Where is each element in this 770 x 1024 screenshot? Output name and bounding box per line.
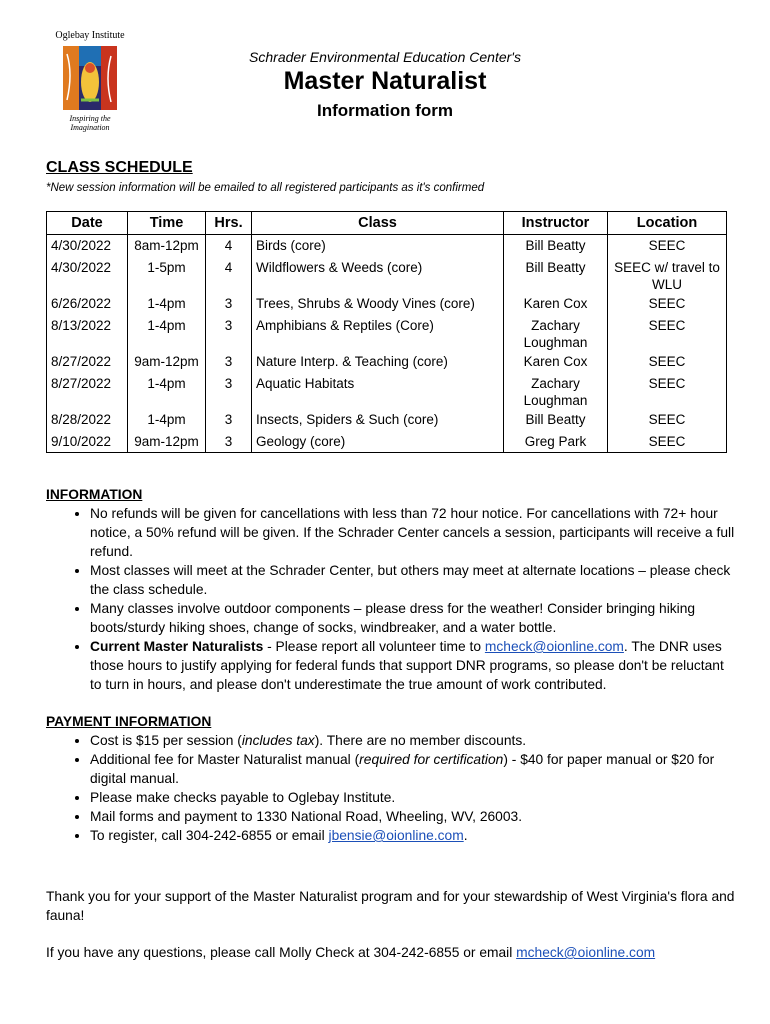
list-item [90,750,736,788]
cell-instructor: Bill Beatty [504,409,608,431]
cell-time: 8am-12pm [128,235,206,257]
checks-payable-text: Please make checks payable to Oglebay Institute. [90,790,396,805]
table-row [47,431,727,453]
cell-class: Wildflowers & Weeds (core) [252,257,504,293]
cell-location: SEEC w/ travel to WLU [608,257,727,293]
information-section [46,485,736,694]
table-row [47,373,727,409]
table-header-row [47,212,727,235]
list-item [90,807,736,826]
thank-you-paragraph [46,887,736,925]
information-heading: INFORMATION [46,487,143,502]
register-text-pre: To register, call 304-242-6855 or email [90,828,329,843]
list-item [90,637,736,694]
questions-paragraph [46,943,736,962]
cell-time: 9am-12pm [128,351,206,373]
register-email-link[interactable]: jbensie@oionline.com [328,828,464,843]
cell-location: SEEC [608,409,727,431]
cell-class: Insects, Spiders & Such (core) [252,409,504,431]
payment-heading: PAYMENT INFORMATION [46,714,212,729]
outdoor-note-text: Many classes involve outdoor components – please dress for the weather! Consider bringing hiking boots/sturdy hiking shoes, change of socks, windbreaker, and a water bottle. [90,601,696,635]
cost-text-pre: Cost is $15 per session ( [90,733,242,748]
column-header-location: Location [608,212,727,235]
table-row [47,257,727,293]
cell-time: 9am-12pm [128,431,206,453]
list-item [90,504,736,561]
form-name: Information form [317,101,453,120]
column-header-time: Time [128,212,206,235]
cell-time: 1-4pm [128,293,206,315]
volunteer-text-post: . The DNR uses those hours to justify applying for federal funds that support DNR programs, so please don't be reluctant to turn in hours, and please don't underestimate the true amount of work contributed. [90,639,724,692]
location-note-text: Most classes will meet at the Schrader Center, but others may meet at alternate locations – please check the class schedule. [90,563,731,597]
cell-hrs: 3 [206,351,252,373]
cell-location: SEEC [608,235,727,257]
column-header-hrs: Hrs. [206,212,252,235]
cell-location: SEEC [608,351,727,373]
cell-time: 1-4pm [128,315,206,351]
table-row [47,315,727,351]
cell-location: SEEC [608,293,727,315]
logo-name: Oglebay Institute [55,30,125,41]
manual-fee-post: ) - $40 for paper manual or $20 for digital manual. [90,752,715,786]
schedule-note: *New session information will be emailed to all registered participants as it's confirmed [46,182,485,194]
cell-instructor: Bill Beatty [504,257,608,293]
class-schedule-table [46,211,727,453]
cell-date: 8/28/2022 [47,409,128,431]
cell-hrs: 4 [206,235,252,257]
cell-location: SEEC [608,373,727,409]
cost-text-post: ). There are no member discounts. [314,733,527,748]
volunteer-email-link[interactable]: mcheck@oionline.com [484,639,624,654]
cell-hrs: 3 [206,409,252,431]
cell-instructor: Karen Cox [504,293,608,315]
cell-date: 9/10/2022 [47,431,128,453]
cost-text-emphasis: includes tax [241,733,315,748]
cell-class: Aquatic Habitats [252,373,504,409]
cell-date: 8/13/2022 [47,315,128,351]
cell-date: 4/30/2022 [47,235,128,257]
cell-hrs: 3 [206,373,252,409]
cell-class: Geology (core) [252,431,504,453]
table-row [47,235,727,257]
cell-time: 1-5pm [128,257,206,293]
cell-instructor: Greg Park [504,431,608,453]
mail-address-text: Mail forms and payment to 1330 National Road, Wheeling, WV, 26003. [90,809,523,824]
table-row [47,409,727,431]
current-naturalists-label: Current Master Naturalists [90,639,264,654]
cell-location: SEEC [608,315,727,351]
list-item [90,561,736,599]
cell-class: Birds (core) [252,235,504,257]
cell-class: Trees, Shrubs & Woody Vines (core) [252,293,504,315]
cell-instructor: Bill Beatty [504,235,608,257]
questions-text: If you have any questions, please call Molly Check at 304-242-6855 or email [46,945,517,960]
cell-instructor: Zachary Loughman [504,373,608,409]
header-subtitle: Schrader Environmental Education Center's [249,49,521,65]
cell-hrs: 4 [206,257,252,293]
column-header-instructor: Instructor [504,212,608,235]
cell-instructor: Zachary Loughman [504,315,608,351]
questions-email-link[interactable]: mcheck@oionline.com [516,945,656,960]
cell-date: 8/27/2022 [47,373,128,409]
register-text-post: . [463,828,468,843]
cell-date: 4/30/2022 [47,257,128,293]
cell-class: Amphibians & Reptiles (Core) [252,315,504,351]
list-item [90,826,736,845]
class-schedule-heading: CLASS SCHEDULE [46,159,193,176]
cell-hrs: 3 [206,315,252,351]
cell-location: SEEC [608,431,727,453]
logo-tagline: Inspiring the Imagination [69,114,111,132]
information-list [46,504,736,694]
manual-fee-emphasis: required for certification [359,752,504,767]
payment-list [46,731,736,845]
list-item [90,788,736,807]
refund-policy-text: No refunds will be given for cancellations with less than 72 hour notice. For cancellations with 72+ hour notice, a 50% refund will be given. If the Schrader Center cancels a session, participants will receive a full refund. [90,506,735,559]
volunteer-text-pre: - Please report all volunteer time to [263,639,485,654]
cell-instructor: Karen Cox [504,351,608,373]
list-item [90,731,736,750]
cell-class: Nature Interp. & Teaching (core) [252,351,504,373]
manual-fee-pre: Additional fee for Master Naturalist manual ( [90,752,360,767]
column-header-class: Class [252,212,504,235]
list-item [90,599,736,637]
cell-date: 8/27/2022 [47,351,128,373]
table-row [47,293,727,315]
thank-you-text: Thank you for your support of the Master Naturalist program and for your stewardship of West Virginia's flora and fauna! [46,889,735,923]
cell-hrs: 3 [206,293,252,315]
page-title: Master Naturalist [283,67,487,95]
cell-time: 1-4pm [128,373,206,409]
payment-section [46,712,736,845]
table-row [47,351,727,373]
column-header-date: Date [47,212,128,235]
cell-hrs: 3 [206,431,252,453]
cell-time: 1-4pm [128,409,206,431]
cell-date: 6/26/2022 [47,293,128,315]
